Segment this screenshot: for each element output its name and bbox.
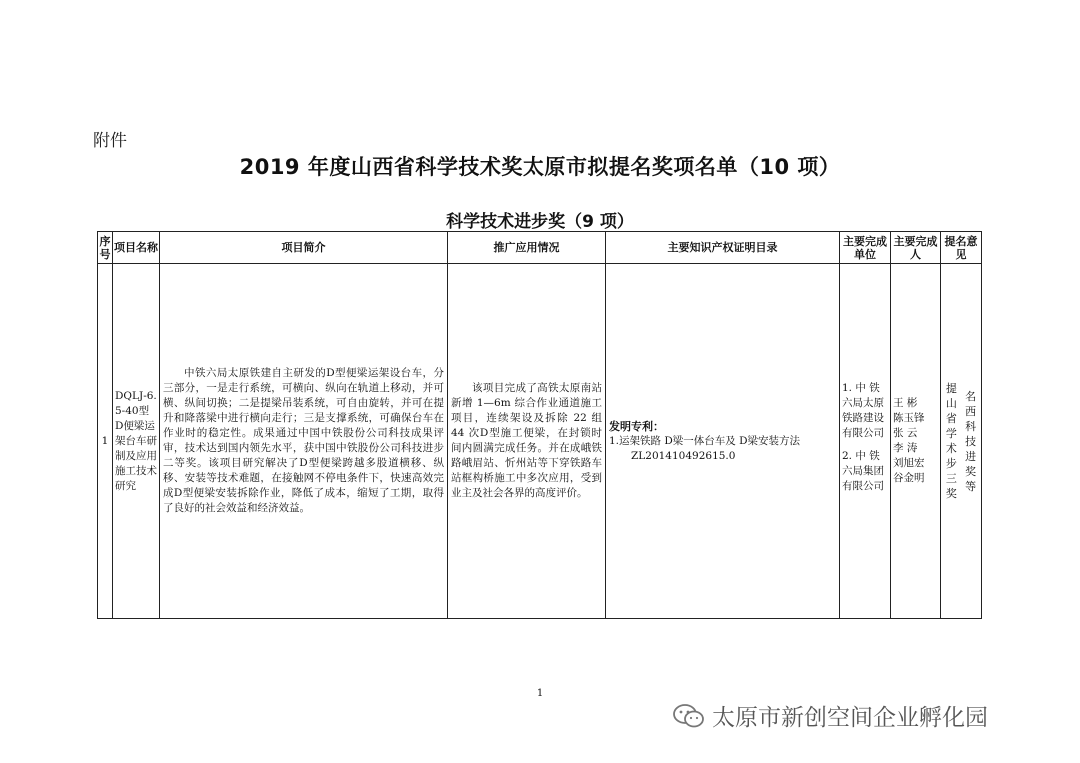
person-name: 王 彬	[893, 397, 918, 409]
table-header-row	[98, 232, 982, 264]
project-name: DQLJ-6.5-40型D便梁运架台车研制及应用施工技术研究	[113, 264, 160, 619]
application-text: 该项目完成了高铁太原南站新增 1—6m 综合作业通道施工项目，连续架设及拆除 22 组 44 次D型施工便梁，在封锁时间内圆满完成任务。并在成峨铁路峨眉站、忻州站等下穿铁路车站框构桥施工中多次应用，受到业主及社会各界的高度评价。	[451, 382, 602, 499]
page-number: 1	[536, 688, 544, 699]
col-header-no: 序号	[98, 232, 113, 264]
col-header-application: 推广应用情况	[448, 232, 606, 264]
project-intro-text: 中铁六局太原铁建自主研发的D型便梁运架设台车，分三部分，一是走行系统，可横向、纵向在轨道上移动，并可横、纵间切换；二是提梁吊装系统，可自由旋转，并可在提升和降落梁中进行横向走行；三是支撑系统，可确保台车在作业时的稳定性。成果通过中国中铁股份公司科技成果评审，技术达到国内领先水平，获中国中铁股份公司科技进步二等奖。该项目研究解决了D型便梁跨越多股道横移、纵移、安装等技术难题，在接触网不停电条件下，快速高效完成D型便梁安装拆除作业，降低了成本，缩短了工期，取得了良好的社会效益和经济效益。	[163, 367, 444, 514]
person-name: 刘旭宏	[893, 457, 925, 469]
wechat-icon	[672, 703, 706, 735]
opinion-col-2: 名西科技进奖等	[965, 389, 977, 493]
award-table	[97, 231, 982, 619]
col-header-persons: 主要完成人	[891, 232, 941, 264]
watermark-text: 太原市新创空间企业孵化园	[712, 705, 988, 731]
ip-item: 1.运架铁路 D梁一体台车及 D梁安装方法	[609, 434, 801, 447]
project-intro	[160, 264, 448, 619]
col-header-intro: 项目简介	[160, 232, 448, 264]
completion-unit-2: 2. 中 铁 六局集团有限公司	[842, 449, 884, 492]
col-header-units: 主要完成单位	[840, 232, 891, 264]
watermark	[672, 699, 988, 735]
person-name: 李 涛	[893, 442, 918, 454]
completion-unit-1: 1. 中 铁 六局太原铁路建设有限公司	[842, 381, 884, 439]
person-name: 张 云	[893, 427, 918, 439]
ip-list	[606, 264, 840, 619]
section-title: 科学技术进步奖（9 项）	[446, 212, 634, 232]
application-status	[448, 264, 606, 619]
col-header-ip: 主要知识产权证明目录	[606, 232, 840, 264]
document-title: 2019 年度山西省科学技术奖太原市拟提名奖项名单（10 项）	[239, 155, 841, 179]
person-name: 谷金明	[893, 472, 925, 484]
row-number: 1	[98, 264, 113, 619]
col-header-name: 项目名称	[113, 232, 160, 264]
nomination-opinion	[941, 264, 982, 619]
attachment-label: 附件	[93, 131, 127, 151]
completion-persons	[891, 264, 941, 619]
completion-units	[840, 264, 891, 619]
ip-patent-number: ZL201410492615.0	[631, 449, 736, 462]
ip-heading: 发明专利：	[609, 419, 664, 433]
person-name: 陈玉锋	[893, 412, 925, 424]
col-header-opinion: 提名意见	[941, 232, 982, 264]
opinion-col-1: 提山省学术步三奖	[945, 382, 957, 500]
table-row	[98, 264, 982, 619]
